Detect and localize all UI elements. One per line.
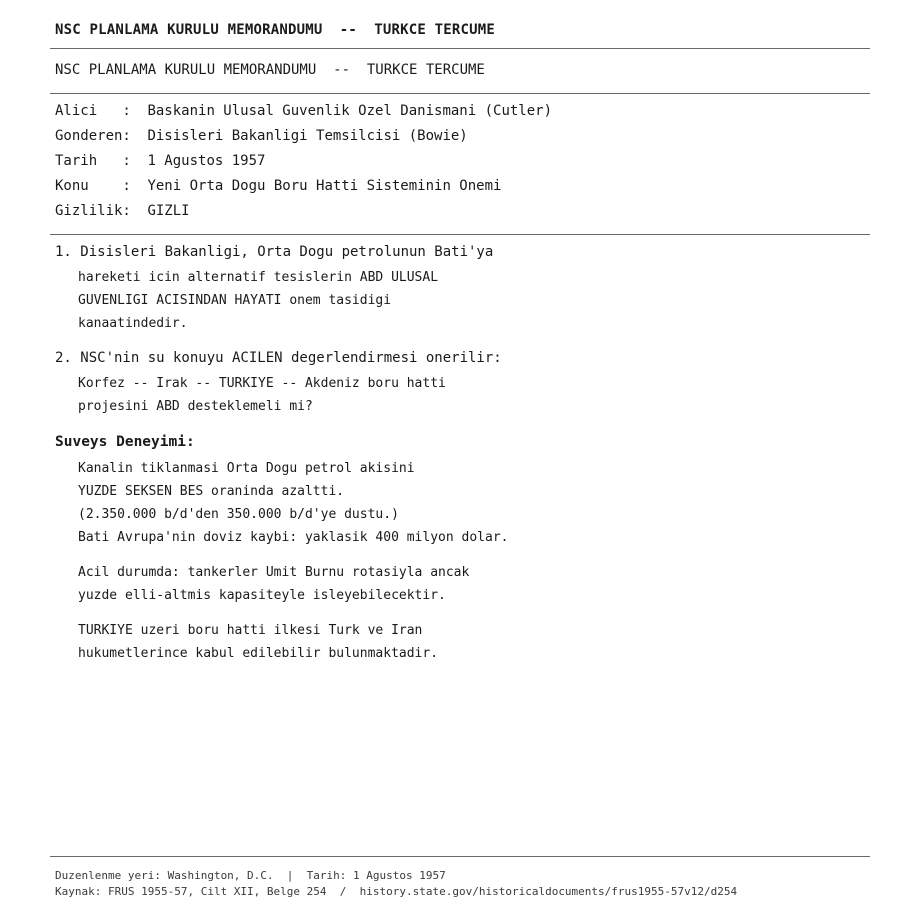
header-divider xyxy=(50,234,870,235)
paragraph-2-line: projesini ABD desteklemeli mi? xyxy=(78,399,313,414)
paragraph-1-line: hareketi icin alternatif tesislerin ABD ULUSAL xyxy=(78,270,439,285)
header-date-value: 1 Agustos 1957 xyxy=(147,153,266,169)
paragraph-2-heading: 2. NSC'nin su konuyu ACILEN degerlendirmesi onerilir: xyxy=(55,350,502,366)
paragraph-1-heading: 1. Disisleri Bakanligi, Orta Dogu petrolunun Bati'ya xyxy=(55,244,494,260)
suez-line: Kanalin tiklanmasi Orta Dogu petrol akisini xyxy=(78,461,415,476)
footer-place-date: Duzenlenme yeri: Washington, D.C. | Tarih: 1 Agustos 1957 xyxy=(55,869,446,882)
header-from-label: Gonderen: xyxy=(55,128,131,144)
suez-line: YUZDE SEKSEN BES oraninda azaltti. xyxy=(78,484,345,499)
header-classification-label: Gizlilik: xyxy=(55,203,131,219)
header-to-label: Alici : xyxy=(55,103,131,119)
header-subject-value: Yeni Orta Dogu Boru Hatti Sisteminin Onemi xyxy=(147,178,502,194)
paragraph-1-line: GUVENLIGI ACISINDAN HAYATI onem tasidigi xyxy=(78,293,392,308)
paragraph-1-line: kanaatindedir. xyxy=(78,316,188,331)
header-date-row xyxy=(55,153,265,169)
footer-source: Kaynak: FRUS 1955-57, Cilt XII, Belge 254 / history.state.gov/historicaldocuments/frus1955-57v12/d254 xyxy=(55,885,738,898)
header-to-row xyxy=(55,103,552,119)
suez-section-heading: Suveys Deneyimi: xyxy=(55,434,195,450)
paragraph-2-line: Korfez -- Irak -- TURKIYE -- Akdeniz boru hatti xyxy=(78,376,446,391)
suez-line: Acil durumda: tankerler Umit Burnu rotasiyla ancak xyxy=(78,565,470,580)
title-divider xyxy=(50,48,870,49)
header-from-value: Disisleri Bakanligi Temsilcisi (Bowie) xyxy=(147,128,468,144)
header-to-value: Baskanin Ulusal Guvenlik Ozel Danismani (Cutler) xyxy=(147,103,553,119)
suez-line: (2.350.000 b/d'den 350.000 b/d'ye dustu.) xyxy=(78,507,399,522)
header-subject-row xyxy=(55,178,501,194)
header-from-row xyxy=(55,128,468,144)
document-subtitle: NSC PLANLAMA KURULU MEMORANDUMU -- TURKCE TERCUME xyxy=(55,62,485,78)
suez-line: hukumetlerince kabul edilebilir bulunmaktadir. xyxy=(78,646,439,661)
header-classification-row xyxy=(55,203,190,219)
suez-line: Bati Avrupa'nin doviz kaybi: yaklasik 400 milyon dolar. xyxy=(78,530,509,545)
suez-line: TURKIYE uzeri boru hatti ilkesi Turk ve Iran xyxy=(78,623,423,638)
header-classification-value: GIZLI xyxy=(147,203,190,219)
suez-line: yuzde elli-altmis kapasiteyle isleyebilecektir. xyxy=(78,588,446,603)
header-subject-label: Konu : xyxy=(55,178,131,194)
subtitle-divider xyxy=(50,93,870,94)
document-title: NSC PLANLAMA KURULU MEMORANDUMU -- TURKCE TERCUME xyxy=(55,22,496,38)
header-date-label: Tarih : xyxy=(55,153,131,169)
footer-divider xyxy=(50,856,870,857)
